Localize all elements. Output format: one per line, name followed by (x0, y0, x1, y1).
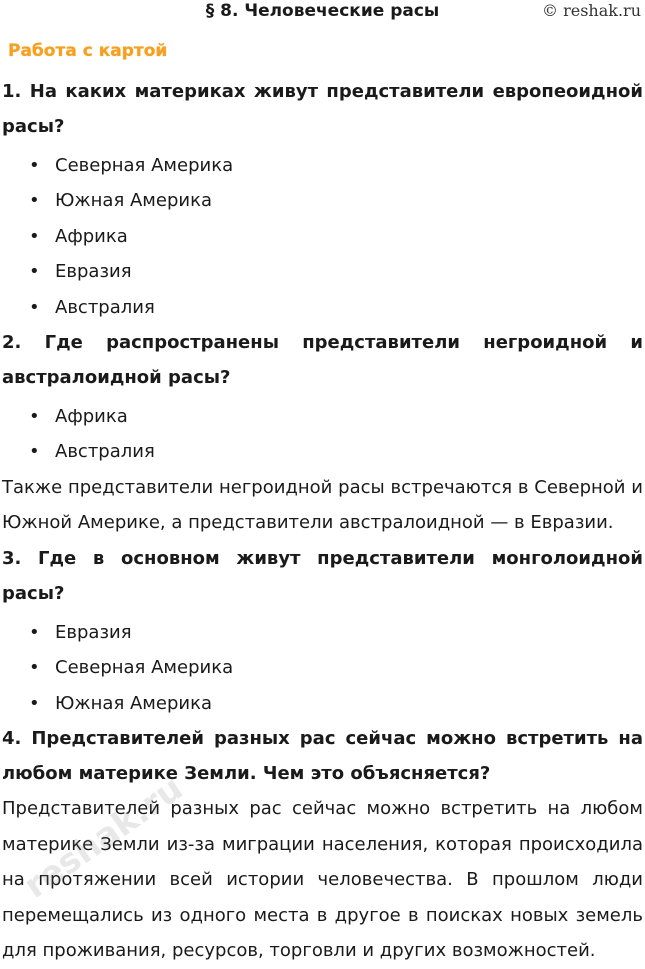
list-item: • Северная Америка (2, 148, 643, 183)
bullet-icon: • (29, 621, 40, 643)
bullet-icon: • (29, 190, 40, 212)
question-4: 4. Представителей разных рас сейчас можно встретить на любом материке Земли. Чем это объясняется? (2, 728, 643, 785)
list-item: • Южная Америка (2, 183, 643, 218)
list-item: • Австралия (2, 434, 643, 469)
bullet-icon: • (29, 296, 40, 318)
bullet-icon: • (29, 406, 40, 428)
question-3: 3. Где в основном живут представители монголоидной расы? (2, 547, 643, 604)
bullet-icon: • (29, 155, 40, 176)
page-title: § 8. Человеческие расы (205, 1, 440, 21)
question-1: 1. На каких материках живут представители европеоидной расы? (2, 81, 643, 137)
site-credit: © reshak.ru (542, 1, 641, 20)
list-item: • Евразия (2, 254, 643, 289)
section-label: Работа с картой (8, 41, 168, 61)
list-item: • Южная Америка (2, 686, 643, 721)
answer-text-4: Представителей разных рас сейчас можно встретить на любом материке Земли из-за миграции населения, которая происходила на протяжении всей истории человечества. В прошлом люди перемещались из одного места в другое в поисках новых земель для проживания, ресурсов, торговли и других возможностей. (2, 798, 643, 962)
answer-list-2 (2, 399, 643, 470)
page-header (2, 0, 643, 24)
bullet-icon: • (29, 692, 40, 714)
bullet-icon: • (29, 225, 40, 247)
answer-list-3 (2, 615, 643, 721)
answer-list-1 (2, 148, 643, 325)
list-item: • Африка (2, 219, 643, 254)
list-item: • Африка (2, 399, 643, 434)
list-item: • Австралия (2, 290, 643, 325)
question-2: 2. Где распространены представители негроидной и австралоидной расы? (2, 332, 643, 389)
bullet-icon: • (29, 441, 40, 463)
list-item: • Северная Америка (2, 650, 643, 685)
list-item: • Евразия (2, 615, 643, 650)
answer-note-2: Также представители негроидной расы встречаются в Северной и Южной Америке, а представители австралоидной — в Евразии. (2, 476, 643, 534)
bullet-icon: • (29, 657, 40, 679)
bullet-icon: • (29, 261, 40, 283)
svg-text:reshak.ru: reshak.ru (16, 768, 191, 907)
